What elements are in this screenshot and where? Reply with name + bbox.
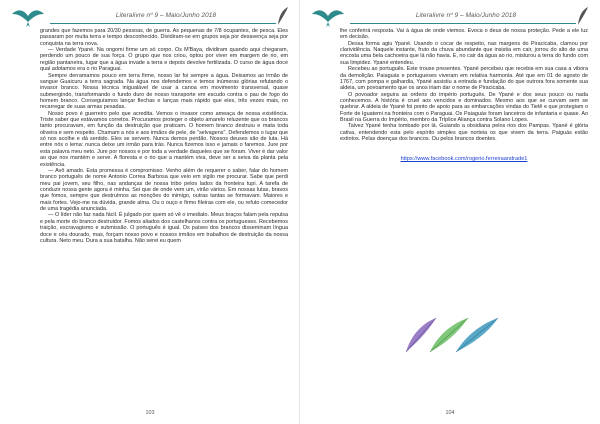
paragraph: Talvez Ypané tenha tombado por lá. Guiando a obsidiana pelos rios dos Pampas. Ypané é glória cativa, entendendo esta pelo espírito simples que norteia os que vivem da terra. Paiguás estão extintos. Pelas doenças dos brancos. Ou pelos brancos doentes. bbox=[340, 123, 588, 143]
bird-logo-icon bbox=[310, 6, 346, 28]
header-rule bbox=[350, 23, 576, 24]
header-rule bbox=[50, 23, 276, 24]
paragraph: Recebeu ao português. Este trouxe presentes. Ypané percebeu que recebia em sua casa a vibora da demolição. Paiaguás e portugueses viveram em relativa harmonia. Até que em 01 de agosto de 1767, com pompa e galhardia, Ypané assistiu a entrada e fundação do que outrora fora somente sua aldeia, um povoamento que os anos iriam dar o nome de Piracicaba. bbox=[340, 66, 588, 92]
paragraph: Dessa forma agiu Ypané. Usando o cocar de respeito, nas margens do Piracicaba, clamou por clarividência. Naquele instante, fruto da chuva abundante que insistia em cair, jorrou do alto de uma encosta uma bela cachoeira que lá não havia. E, no cair da água ao rio, misturou a terra do fundo com sua limpidez. Ypané entendeu. bbox=[340, 40, 588, 66]
page-number: 103 bbox=[145, 410, 155, 416]
paragraph: — O líder não faz nada fácil. É julgado por quem só vê o imediato. Meus braços falam pela repulsa e pela morte do branco destruidor. Fomos aliados dos castelhanos contra os portugueses. Recebemos traição, escravagismo e submissão. O português é igual. Os países dos brancos disseminam língua doce e céu dourado, mas, forçam nosso povo e nossos irmãos em trabalhos de destruição da nossa cultura. Neto meu. Dura a sua batalha. Não serei eu quem bbox=[40, 212, 288, 244]
right-page bbox=[300, 0, 600, 424]
paragraph: lhe conferirá resposta. Vai à água de onde viemos. Evoca o deus de nossa proteção. Pede a ele luz em decisão. bbox=[340, 28, 588, 41]
author-facebook-link[interactable]: https://www.facebook.com/rogerio.ferreiraandrade1 bbox=[400, 156, 528, 163]
magazine-title: Literalivre nº 9 – Maio/Junho 2018 bbox=[115, 12, 217, 19]
paragraph: Sempre derramamos pouco em terra firme, nosso lar foi sempre a água. Deixamos ao irmão de sangue Guaicuru a terra sagrada. Na água nos defendemos e temos inúmeras glórias refutando o invasor branco. Nossa técnica inigualável de usar a canoa em movimento transversal, quase submergindo, transformando o fundo duro de nosso transporte em escudo contra o pau de fogo do homem branco. Conseguíamos lançar flechas e lanças mais rápido que eles, três vezes mais, no recarregar de suas armas pesadas. bbox=[40, 72, 288, 111]
paragraph: — Avô amado. Esta promessa é compromisso. Venho além de requerer o saber, falar do homem branco português de nome Antonio Correa Barbosa que veio em sigilo me procurar. Sabe que perdi meu pai jovem, seu filho, nas andanças de nossa tribo pelos lados da fronteira tupi. A tarefa de conduzir nossa gente agora é minha. Sei que de onde vem um, virão vários. Em nossas lutas, bravos que fomos, sempre que destruímos as monções do inimigo, outras tantas se formavam. Maiores e mais fortes. Vejo-me na dúvida, grande alma. Ou o ouço e firmo fileiras com ele, ou refuto comecedor de uma tragédia anunciada. bbox=[40, 167, 288, 213]
bird-logo-icon bbox=[10, 6, 46, 28]
left-page-body bbox=[40, 28, 288, 244]
feathers-icon bbox=[300, 314, 600, 354]
page-number: 104 bbox=[445, 410, 455, 416]
quill-icon bbox=[576, 6, 590, 26]
magazine-title: Literalivre nº 9 – Maio/Junho 2018 bbox=[415, 12, 517, 19]
page-header bbox=[310, 6, 590, 28]
paragraph: Nosso povo é guerreiro pelo que acredita. Vemos o invasor como ameaça de nossa existência. Triste saber que estávamos corretos. Procuramos proteger o objeto amarelo reluzente que os brancos tanto procuravam, em função da destruição que praticam. O homem branco destruiu e mata toda oliveira e sem respeito. Chamam a nós e aos irmãos de pele, de "selvagens". Defendemos o lugar que só nos acolhe e dá sentido. Eles se servem. Nunca demos perdão. Nossos deuses são de luta. Há entre nós o lema: nunca deixe um irmão para trás. Nunca fizemos isso e jamais o faremos. Jure por esta palavra meu neto. Jure por nossos e por toda a verdade daqueles que se foram. Viver é dar valor ao que nos mantém e serve. A floresta e o rio que a mantém viva, deve ser a seiva da planta pela existência. bbox=[40, 110, 288, 168]
page-header bbox=[10, 6, 290, 28]
quill-icon bbox=[276, 6, 290, 26]
paragraph: — Verdade Ypané. Na ongomi firme um só corpo. Os M'Baya, dividiram quando aqui chegaram, perdendo um pouco de sua força. O grupo que nos criou, optou por viver em margem de rio, em região pantaneira, lugar que a água invade a terra e depois devolve fertilizada. O curso de água doce qual adotamos era o rio Paraguai. bbox=[40, 47, 288, 73]
right-page-body bbox=[340, 28, 588, 163]
paragraph: grandes que fazemos para 20/30 pessoas, de guerra. As pequenas de 7/8 ocupantes, de pesca. Eles passaram por muita terra e tempo desconhecido. Dividiram-se em grupos seja por desavença seja por conquista na terra nova. bbox=[40, 28, 288, 47]
paragraph: O povoador seguira as ordens do império português. De Ypané e dos seus pouco ou nada conhecemos. A história é cruel aos vencidos e dominados. Mesmo aos que se curvam sem se quebrar. A aldeia de Ypané foi ponto de apoio para as embarcações vindas do Tietê e que protegiam o Forte de Iguatemi na fronteira com o Paraguai. Os Paiaguás foram lanceiros de infantaria e quase. Ao Brasil na Guerra do Império, membro da Tríplice Aliança contra Solano Lopes. bbox=[340, 91, 588, 124]
